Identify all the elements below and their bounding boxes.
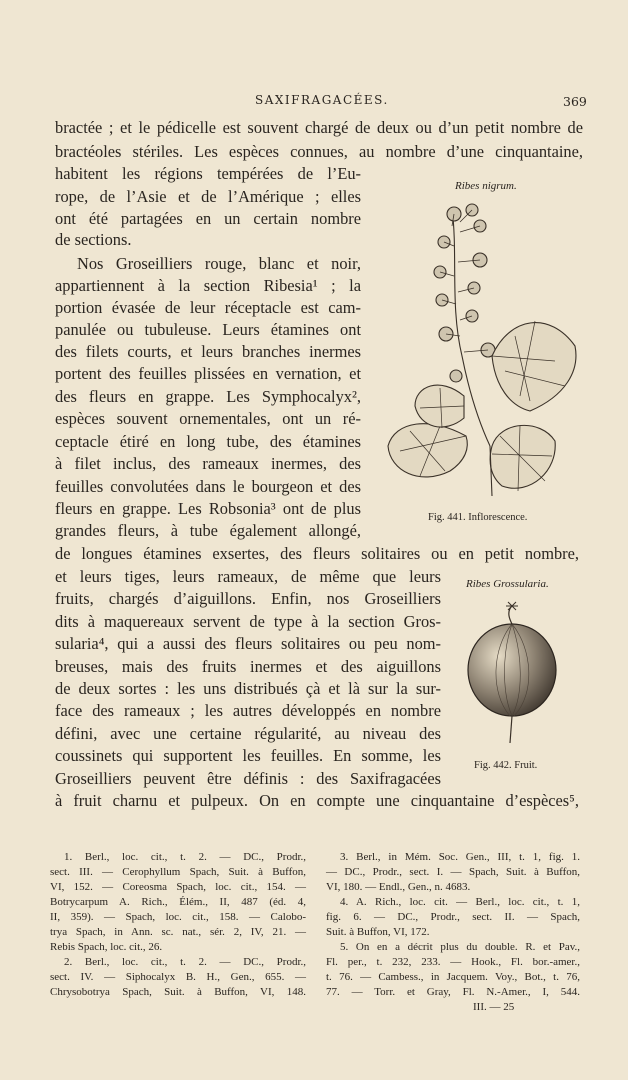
figure-442-caption: Fig. 442. Fruit. <box>474 760 538 771</box>
text-line: Nos Groseilliers rouge, blanc et noir, <box>77 254 361 273</box>
text-line: défini, avec une certaine régularité, au niveau des <box>55 724 441 743</box>
footnote-line: VI, 152. — Coreosma Spach, loc. cit., 154. — <box>50 881 306 893</box>
text-line: rope, de l’Asie et de l’Amérique ; elles <box>55 187 361 206</box>
text-line: de sections. <box>55 230 132 249</box>
signature-mark: III. — 25 <box>473 1001 515 1013</box>
text-line: de deux sortes : les uns distribués çà et là sur la sur- <box>55 679 441 698</box>
text-line: breuses, mais des fruits inermes et des aiguillons <box>55 657 441 676</box>
text-line: grandes fleurs, à tube également allongé, <box>55 521 361 540</box>
text-line: feuilles convolutées dans le bourgeon et des <box>55 477 361 496</box>
text-line: panulée ou tubuleuse. Leurs étamines ont <box>55 320 361 339</box>
footnote-line: Chrysobotrya Spach, Suit. à Buffon, VI, 148. <box>50 986 306 998</box>
text-line: ceptacle étiré en long tube, des étamines <box>55 432 361 451</box>
footnote-line: II, 359). — Spach, loc. cit., 158. — Calobo- <box>50 911 306 923</box>
text-line: bractéoles stériles. Les espèces connues, au nombre d’une cinquantaine, <box>55 142 583 161</box>
text-line: de longues étamines exsertes, des fleurs solitaires ou en petit nombre, <box>55 544 579 563</box>
figure-441-caption: Fig. 441. Inflorescence. <box>428 512 528 523</box>
footnote-line: Suit. à Buffon, VI, 172. <box>326 926 430 938</box>
footnote-line: 4. A. Rich., loc. cit. — Berl., loc. cit., t. 1, <box>340 896 580 908</box>
figure-442-species: Ribes Grossularia. <box>466 578 549 590</box>
text-line: coussinets qui supportent les feuilles. En somme, les <box>55 746 441 765</box>
text-line: fleurs en grappe. Les Robsonia³ ont de plus <box>55 499 361 518</box>
footnote-line: t. 76. — Cambess., in Jacquem. Voy., Bot., t. 76, <box>326 971 580 983</box>
footnote-line: trya Spach, in Ann. sc. nat., sér. 2, IV, 21. — <box>50 926 306 938</box>
text-line: portion évasée de leur réceptacle est cam- <box>55 298 361 317</box>
footnote-line: sect. IV. — Siphocalyx B. H., Gen., 655. — <box>50 971 306 983</box>
footnote-line: 77. — Torr. et Gray, Fl. N.-Amer., I, 544. <box>326 986 580 998</box>
text-line: appartiennent à la section Ribesia¹ ; la <box>55 276 361 295</box>
text-line: à fruit charnu et pulpeux. On en compte une cinquantaine d’espèces⁵, <box>55 791 579 810</box>
page-number: 369 <box>563 94 587 109</box>
text-line: Groseilliers peuvent être définis : des Saxifragacées <box>55 769 441 788</box>
footnote-line: VI, 180. — Endl., Gen., n. 4683. <box>326 881 471 893</box>
section-title: SAXIFRAGACÉES. <box>255 93 389 107</box>
footnote-line: 2. Berl., loc. cit., t. 2. — DC., Prodr., <box>64 956 306 968</box>
footnote-line: 1. Berl., loc. cit., t. 2. — DC., Prodr., <box>64 851 306 863</box>
text-line: sularia⁴, qui a aussi des fleurs solitaires ou peu nom- <box>55 634 441 653</box>
footnote-line: 3. Berl., in Mém. Soc. Gen., III, t. 1, fig. 1. <box>340 851 580 863</box>
footnote-line: fig. 6. — DC., Prodr., sect. II. — Spach, <box>326 911 580 923</box>
text-line: habitent les régions tempérées de l’Eu- <box>55 164 361 183</box>
text-line: des fleurs en grappe. Les Symphocalyx², <box>55 387 361 406</box>
footnote-line: Rebis Spach, loc. cit., 26. <box>50 941 163 953</box>
text-line: bractée ; et le pédicelle est souvent chargé de deux ou d’un petit nombre de <box>55 118 583 137</box>
text-line: à filet inclus, des rameaux inermes, des <box>55 454 361 473</box>
text-line: espèces souvent ornementales, ont un ré- <box>55 409 361 428</box>
text-line: fruits, chargés d’aiguillons. Enfin, nos Groseilliers <box>55 589 441 608</box>
footnote-line: Botrycarpum A. Rich., Élém., II, 487 (éd. 4, <box>50 896 306 908</box>
footnote-line: Fl. per., t. 232, 233. — Hook., Fl. bor.-amer., <box>326 956 580 968</box>
text-line: dits à maquereaux servent de type à la section Gros- <box>55 612 441 631</box>
text-line: ont été partagées en un certain nombre <box>55 209 361 228</box>
text-line: et leurs tiges, leurs rameaux, de même que leurs <box>55 567 441 586</box>
footnote-line: — DC., Prodr., sect. I. — Spach, Suit. à Buffon, <box>326 866 580 878</box>
footnote-line: sect. III. — Cerophyllum Spach, Suit. à Buffon, <box>50 866 306 878</box>
text-line: portent des feuilles plissées en vernation, et <box>55 364 361 383</box>
text-line: des filets courts, et leurs branches inermes <box>55 342 361 361</box>
text-line: face des rameaux ; les autres développés en nombre <box>55 701 441 720</box>
figure-441-species: Ribes nigrum. <box>455 180 517 192</box>
footnote-line: 5. On en a décrit plus du double. R. et Pav., <box>340 941 580 953</box>
